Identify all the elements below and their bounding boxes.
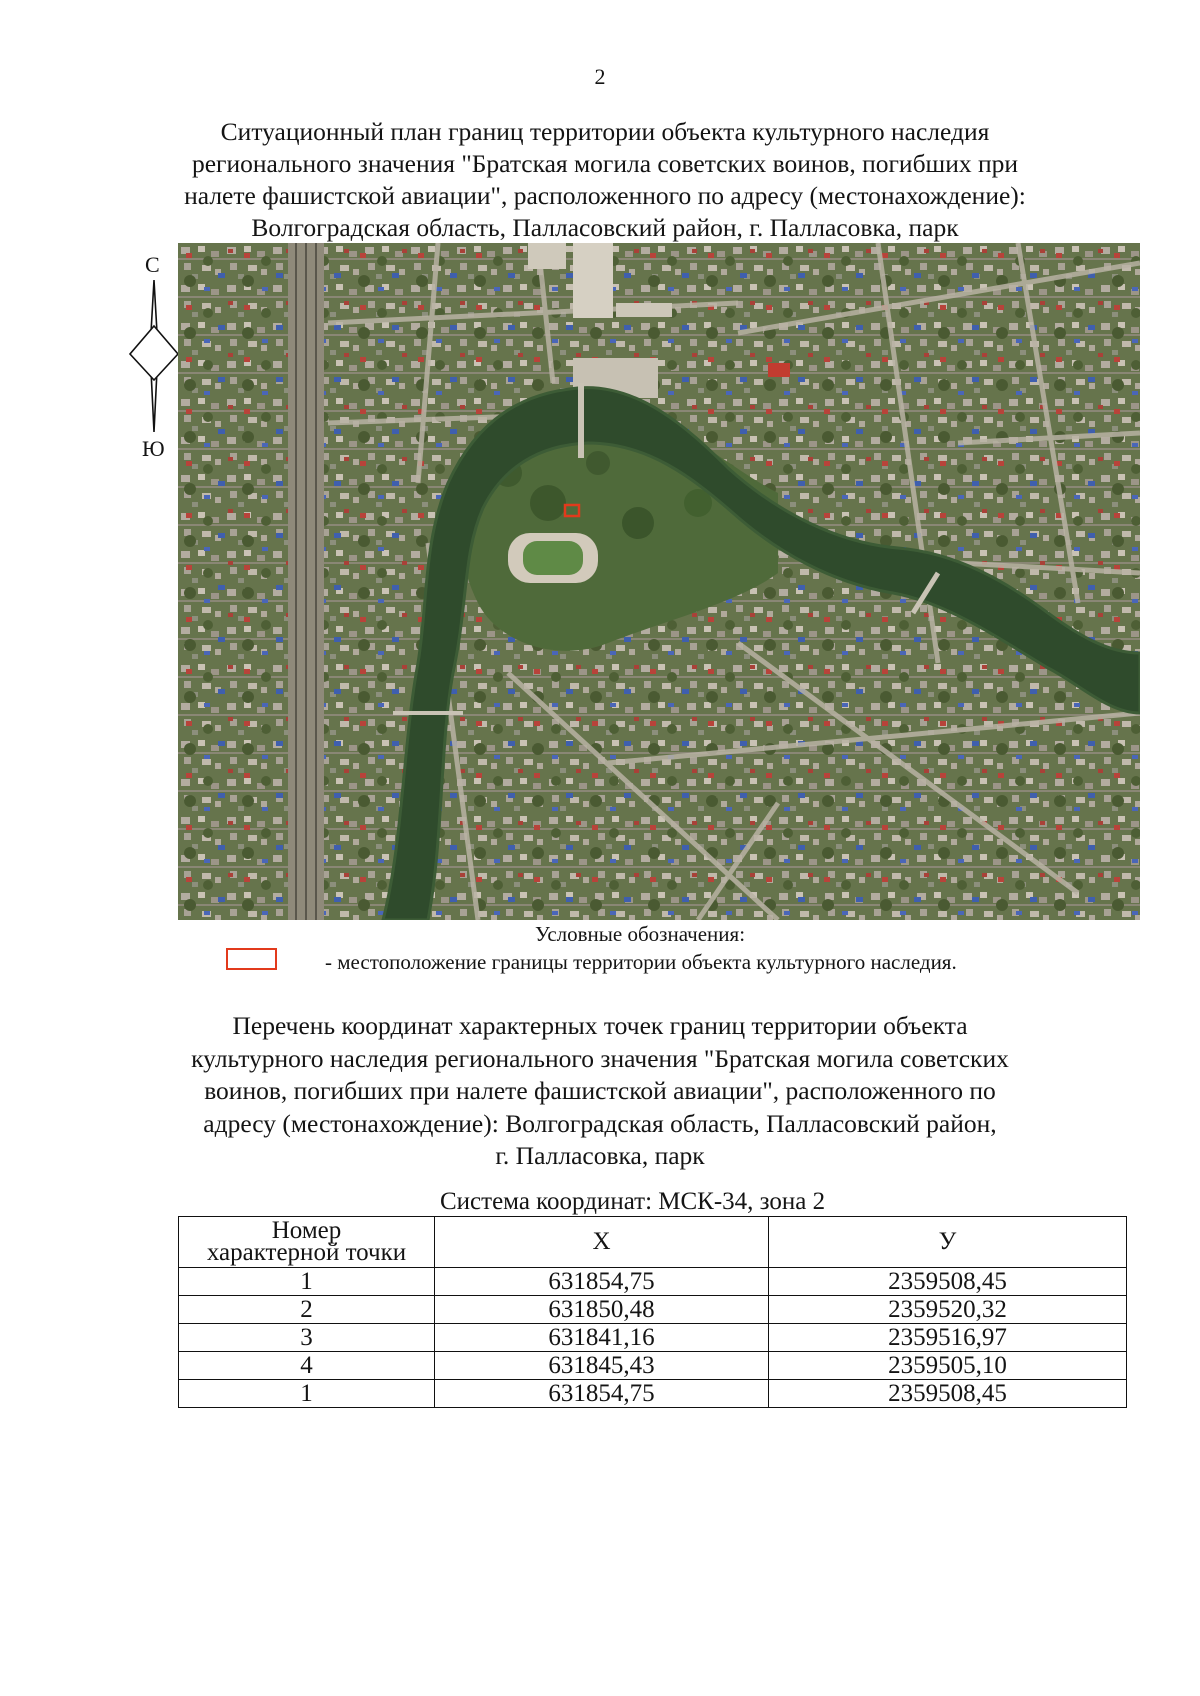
table-row <box>179 1268 1127 1296</box>
table-header-row <box>179 1217 1127 1268</box>
coordinate-system: Система координат: МСК-34, зона 2 <box>440 1188 826 1215</box>
coordinates-table <box>178 1216 1127 1408</box>
title-line: Ситуационный план границ территории объекта культурного наследия <box>220 117 990 146</box>
cell-x: 631850,48 <box>435 1296 769 1324</box>
cell-x: 631854,75 <box>435 1268 769 1296</box>
compass-north-label: С <box>145 252 160 277</box>
cell-y: 2359520,32 <box>769 1296 1127 1324</box>
cell-y: 2359516,97 <box>769 1324 1127 1352</box>
table-row <box>179 1324 1127 1352</box>
header-line: характерной точки <box>206 1239 407 1266</box>
title-line: Перечень координат характерных точек границ территории объекта <box>232 1011 968 1040</box>
legend-boundary-swatch <box>226 948 277 970</box>
cell-y: 2359505,10 <box>769 1352 1127 1380</box>
title-line: адресу (местонахождение): Волгоградская область, Палласовский район, <box>203 1108 997 1138</box>
header-x: X <box>435 1217 769 1268</box>
cell-y: 2359508,45 <box>769 1380 1127 1408</box>
situational-plan-title <box>175 116 1035 244</box>
header-y: У <box>769 1217 1127 1268</box>
cell-point: 1 <box>179 1268 435 1296</box>
title-line: г. Палласовка, парк <box>495 1141 705 1170</box>
table-row <box>179 1296 1127 1324</box>
cell-point: 1 <box>179 1380 435 1408</box>
header-line: Номер <box>271 1217 342 1244</box>
satellite-map <box>178 243 1140 920</box>
cell-x: 631854,75 <box>435 1380 769 1408</box>
cell-x: 631841,16 <box>435 1324 769 1352</box>
table-row <box>179 1352 1127 1380</box>
title-line: воинов, погибших при налете фашистской авиации", расположенного по <box>204 1076 996 1105</box>
cell-y: 2359508,45 <box>769 1268 1127 1296</box>
cell-point: 3 <box>179 1324 435 1352</box>
title-line: налете фашистской авиации", расположенного по адресу (местонахождение): <box>184 181 1026 210</box>
coordinates-list-title <box>170 1010 1030 1173</box>
title-line: культурного наследия регионального значения "Братская могила советских <box>191 1043 1009 1073</box>
compass-rose-icon <box>124 250 184 460</box>
compass-south-label: Ю <box>142 436 165 461</box>
header-point-number <box>179 1217 435 1268</box>
table-row <box>179 1380 1127 1408</box>
title-line: Волгоградская область, Палласовский район, г. Палласовка, парк <box>251 213 959 242</box>
cell-point: 2 <box>179 1296 435 1324</box>
title-line: регионального значения "Братская могила советских воинов, погибших при <box>191 149 1019 178</box>
cell-point: 4 <box>179 1352 435 1380</box>
legend-boundary-label: - местоположение границы территории объекта культурного наследия. <box>325 950 957 974</box>
page-number: 2 <box>594 64 606 89</box>
cell-x: 631845,43 <box>435 1352 769 1380</box>
legend-title: Условные обозначения: <box>535 922 746 946</box>
